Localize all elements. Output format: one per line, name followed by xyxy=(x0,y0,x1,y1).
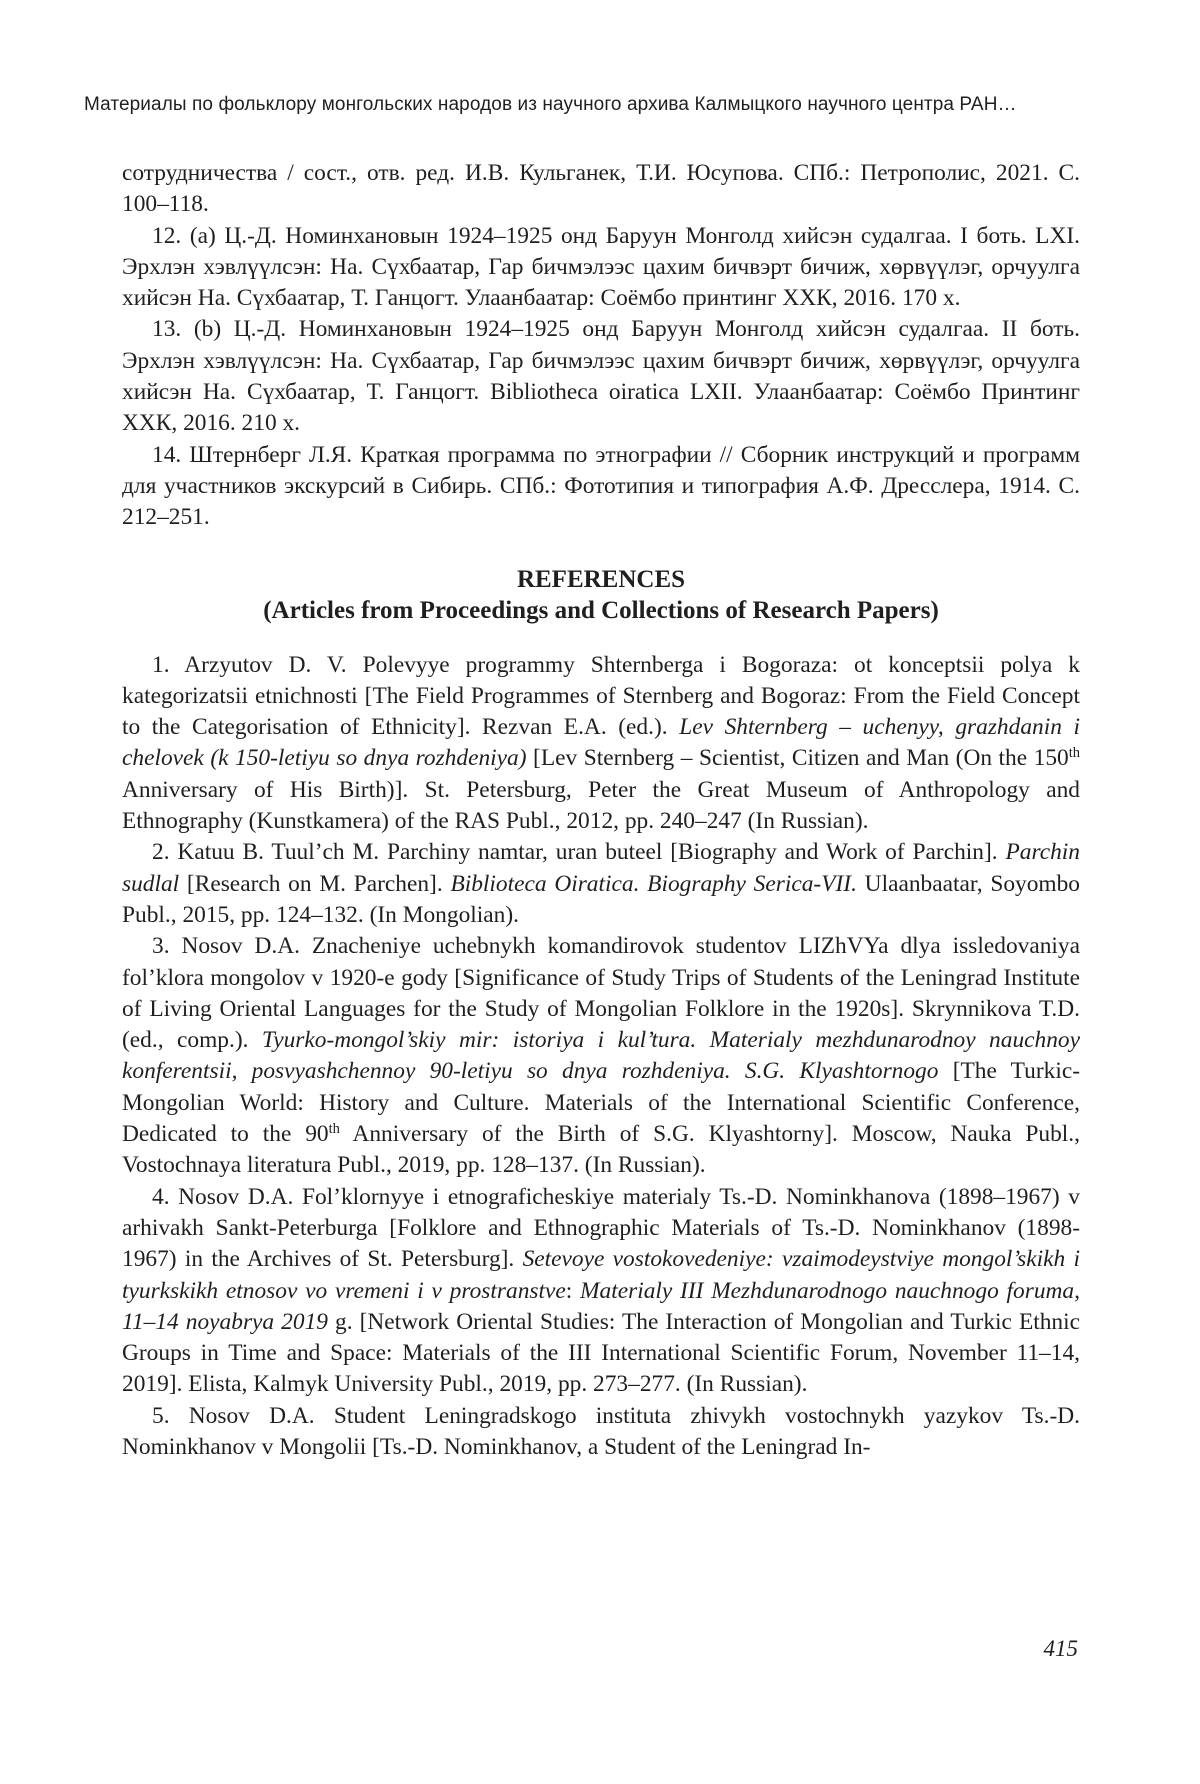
reference-3-text-a: 3. Nosov D.A. Znacheniye uchebnykh komandirovok studentov LIZhVYa dlya issledovaniya fol’klora mongolov v 1920-e gody [Significance of Study Trips of Students of the Leningrad Institute of Living Oriental Languages for the Study of Mongolian Folklore in the 1920s]. Skrynnikova T.D. (ed., comp.). xyxy=(122,933,1080,1054)
page-body xyxy=(122,158,1080,1463)
reference-3-title: Tyurko-mongol’skiy mir: istoriya i kul’tura. Materialy mezhdunarodnoy nauchnoy konferentsii, posvyashchennoy 90-letiyu so dnya rozhdeniya. S.G. Klyashtornogo xyxy=(122,1027,1080,1085)
reference-1-text-a: 1. Arzyutov D. V. Polevyye programmy Shternberga i Bogoraza: ot konceptsii polya k kategorizatsii etnichnosti [The Field Programmes of Sternberg and Bogoraz: From the Field Concept to the Categorisation of Ethnicity]. Rezvan E.A. (ed.). xyxy=(122,651,1080,741)
russian-references-continued xyxy=(122,158,1080,534)
reference-3-text-d: Anniversary of the Birth of S.G. Klyashtorny]. Moscow, Nauka Publ., Vostochnaya literatura Publ., 2019, pp. 128–137. (In Russian). xyxy=(122,1121,1081,1179)
references-list xyxy=(122,650,1080,1464)
reference-2-text-e: Ulaanbaatar, Soyombo Publ., 2015, pp. 124–132. (In Mongolian). xyxy=(122,870,1080,928)
reference-1-title: Lev Shternberg – uchenyy, grazhdanin i chelovek (k 150-letiyu so dnya rozhdeniya) xyxy=(122,714,1080,772)
reference-3-text-c: [The Turkic-Mongolian World: History and Culture. Materials of the International Scientific Conference, Dedicated to the 90 xyxy=(122,1058,1080,1148)
reference-1-ordinal: th xyxy=(1068,745,1081,762)
reference-3 xyxy=(122,931,1080,1181)
reference-4-text-c: : xyxy=(565,1277,581,1304)
reference-1 xyxy=(122,650,1080,838)
reference-4-text-e: g. [Network Oriental Studies: The Interaction of Mongolian and Turkic Ethnic Groups in Time and Space: Materials of the III International Scientific Forum, November 11–14, 2019]. Elista, Kalmyk University Publ., 2019, pp. 273–277. (In Russian). xyxy=(122,1308,1081,1398)
reference-3-ordinal: th xyxy=(328,1121,340,1138)
reference-4 xyxy=(122,1182,1080,1401)
reference-5: 5. Nosov D.A. Student Leningradskogo instituta zhivykh vostochnykh yazykov Ts.-D. Nominkhanov v Mongolii [Ts.-D. Nominkhanov, a Student of the Leningrad In- xyxy=(122,1402,1080,1460)
reference-11-continued: сотрудничества / сост., отв. ред. И.В. Кульганек, Т.И. Юсупова. СПб.: Петрополис, 2021. С. 100–118. xyxy=(122,160,1080,218)
reference-4-title: Setevoye vostokovedeniye: vzaimodeystviye mongol’skikh i tyurkskikh etnosov vo vremeni i v prostranstve xyxy=(122,1246,1081,1304)
reference-4-proceedings: Materialy III Mezhdunarodnogo nauchnogo foruma, 11–14 noyabrya 2019 xyxy=(122,1277,1080,1335)
references-heading xyxy=(122,564,1080,626)
reference-2-text-c: [Research on M. Parchen]. xyxy=(179,870,451,897)
reference-2-title: Parchin sudlal xyxy=(122,839,1080,897)
reference-2 xyxy=(122,837,1080,931)
references-subtitle: (Articles from Proceedings and Collections of Research Papers) xyxy=(263,596,939,624)
reference-2-series: Biblioteca Oiratica. Biography Serica-VII. xyxy=(450,870,857,897)
reference-4-text-a: 4. Nosov D.A. Fol’klornyye i etnograficheskiye materialy Ts.-D. Nominkhanova (1898–1967) v arhivakh Sankt-Peterburga [Folklore and Ethnographic Materials of Ts.-D. Nominkhanov (1898-1967) in the Archives of St. Petersburg]. xyxy=(122,1183,1080,1273)
reference-12: 12. (a) Ц.-Д. Номинхановын 1924–1925 онд Баруун Монголд хийсэн судалгаа. I боть. LXI. Эрхлэн хэвлүүлсэн: На. Сүхбаатар, Гар бичмэлээс цахим бичвэрт бичиж, хөрвүүлэг, орчуулга хийсэн На. Сүхбаатар, Т. Ганцогт. Улаанбаатар: Соёмбо принтинг ХХК, 2016. 170 х. xyxy=(122,222,1080,312)
reference-1-text-c: [Lev Sternberg – Scientist, Citizen and Man (On the 150 xyxy=(526,745,1069,772)
references-title: REFERENCES xyxy=(516,565,686,593)
running-head: Материалы по фольклору монгольских народов из научного архива Калмыцкого научного центра РАН… xyxy=(84,94,1017,115)
reference-1-text-d: Anniversary of His Birth)]. St. Petersburg, Peter the Great Museum of Anthropology and Ethnography (Kunstkamera) of the RAS Publ., 2012, pp. 240–247 (In Russian). xyxy=(122,776,1080,835)
reference-14: 14. Штернберг Л.Я. Краткая программа по этнографии // Сборник инструкций и программ для участников экскурсий в Сибирь. СПб.: Фототипия и типография А.Ф. Дресслера, 1914. С. 212–251. xyxy=(122,441,1080,531)
reference-13: 13. (b) Ц.-Д. Номинхановын 1924–1925 онд Баруун Монголд хийсэн судалгаа. II боть. Эрхлэн хэвлүүлсэн: На. Сүхбаатар, Гар бичмэлээс цахим бичвэрт бичиж, хөрвүүлэг, орчуулга хийсэн На. Сүхбаатар, Т. Ганцогт. Bibliotheca oiratica LXII. Улаанбаатар: Соёмбо Принтинг ХХК, 2016. 210 х. xyxy=(122,316,1080,437)
page-number: 415 xyxy=(1043,1636,1078,1661)
reference-2-text-a: 2. Katuu B. Tuul’ch M. Parchiny namtar, uran buteel [Biography and Work of Parchin]. xyxy=(152,839,1006,866)
